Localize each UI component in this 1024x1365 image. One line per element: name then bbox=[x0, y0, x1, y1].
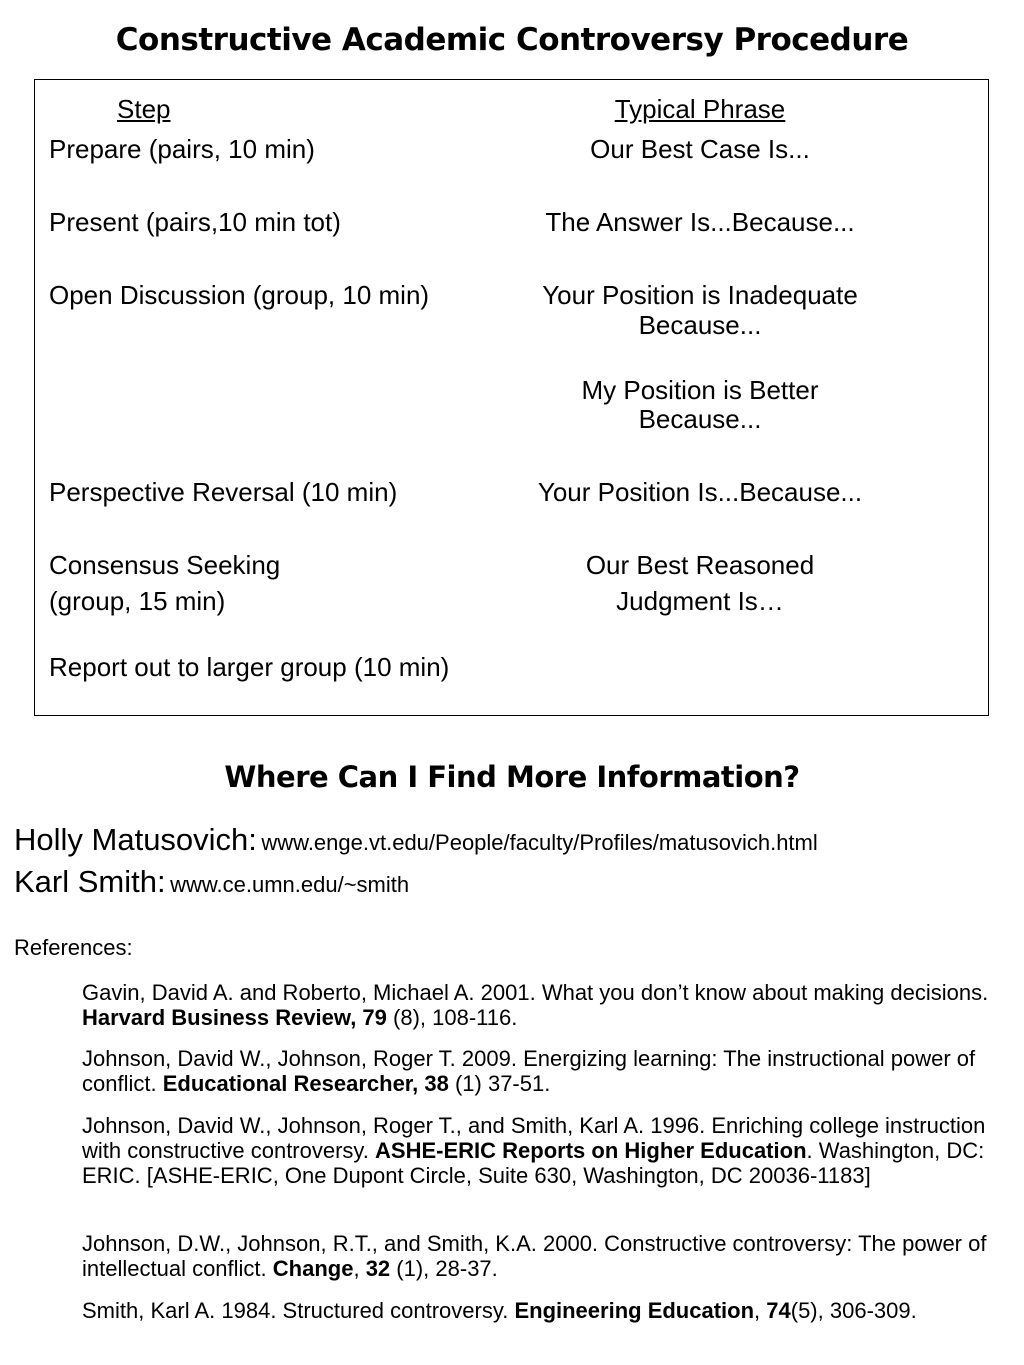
reference-item bbox=[82, 1231, 1007, 1281]
phrase-text: Because... bbox=[638, 404, 762, 434]
header-step: Step bbox=[117, 94, 171, 124]
step-text: Open Discussion (group, 10 min) bbox=[49, 280, 430, 310]
step-text: Present (pairs,10 min tot) bbox=[49, 207, 341, 237]
ref-volume: 74 bbox=[766, 1298, 791, 1323]
ref-text: (1), 28-37. bbox=[390, 1256, 498, 1281]
contact-link[interactable]: www.ce.umn.edu/~smith bbox=[170, 872, 410, 897]
ref-text: , bbox=[754, 1298, 767, 1323]
step-text: Report out to larger group (10 min) bbox=[49, 652, 450, 682]
ref-journal: Change bbox=[272, 1256, 354, 1281]
reference-item bbox=[82, 1046, 1007, 1096]
page-title: Constructive Academic Controversy Procedure bbox=[115, 22, 909, 58]
ref-journal: Engineering Education bbox=[514, 1298, 755, 1323]
phrase-text: Our Best Case Is... bbox=[590, 134, 810, 164]
ref-journal: Harvard Business Review, 79 bbox=[82, 1005, 387, 1030]
ref-text: . Washington, DC: ERIC. [ASHE-ERIC, One Dupont Circle, Suite 630, Washington, DC 20036-1183] bbox=[82, 1138, 985, 1188]
more-info-heading: Where Can I Find More Information? bbox=[224, 760, 800, 794]
phrase-text: Your Position is Inadequate bbox=[542, 280, 858, 310]
phrase-text: Your Position Is...Because... bbox=[537, 477, 863, 507]
ref-journal: ASHE-ERIC Reports on Higher Education bbox=[375, 1138, 807, 1163]
reference-item bbox=[82, 980, 1007, 1030]
contact-name: Karl Smith: bbox=[14, 864, 166, 899]
step-text: Consensus Seeking bbox=[49, 550, 281, 580]
phrase-text: Our Best Reasoned bbox=[585, 550, 815, 580]
ref-text: Johnson, D.W., Johnson, R.T., and Smith, K.A. 2000. Constructive controversy: The power of intellectual conflict. bbox=[82, 1231, 987, 1281]
phrase-text: My Position is Better bbox=[581, 375, 819, 405]
ref-text: (5), 306-309. bbox=[790, 1298, 917, 1323]
step-text: (group, 15 min) bbox=[49, 586, 226, 616]
phrase-text: The Answer Is...Because... bbox=[545, 207, 855, 237]
header-phrase: Typical Phrase bbox=[614, 94, 786, 124]
phrase-text: Because... bbox=[638, 310, 762, 340]
reference-item bbox=[82, 1298, 1007, 1323]
ref-text: Smith, Karl A. 1984. Structured controversy. bbox=[82, 1298, 515, 1323]
references-label: References: bbox=[14, 935, 133, 960]
phrase-text: Judgment Is… bbox=[616, 586, 784, 616]
contact-karl bbox=[14, 864, 409, 900]
ref-text: Johnson, David W., Johnson, Roger T., and Smith, Karl A. 1996. Enriching college instruction with constructive controversy. bbox=[82, 1113, 986, 1163]
contact-holly bbox=[14, 822, 818, 858]
contact-name: Holly Matusovich: bbox=[14, 822, 257, 857]
ref-text: Gavin, David A. and Roberto, Michael A. 2001. What you don’t know about making decisions. bbox=[82, 980, 989, 1005]
reference-item bbox=[82, 1113, 1007, 1188]
step-text: Prepare (pairs, 10 min) bbox=[49, 134, 315, 164]
ref-text: (1) 37-51. bbox=[448, 1071, 551, 1096]
contact-link[interactable]: www.enge.vt.edu/People/faculty/Profiles/matusovich.html bbox=[261, 830, 818, 855]
ref-journal: Educational Researcher, 38 bbox=[162, 1071, 449, 1096]
step-text: Perspective Reversal (10 min) bbox=[49, 477, 398, 507]
ref-text: , bbox=[353, 1256, 366, 1281]
ref-volume: 32 bbox=[365, 1256, 391, 1281]
ref-text: (8), 108-116. bbox=[386, 1005, 518, 1030]
procedure-table bbox=[34, 79, 989, 716]
ref-text: Johnson, David W., Johnson, Roger T. 2009. Energizing learning: The instructional power of conflict. bbox=[82, 1046, 976, 1096]
